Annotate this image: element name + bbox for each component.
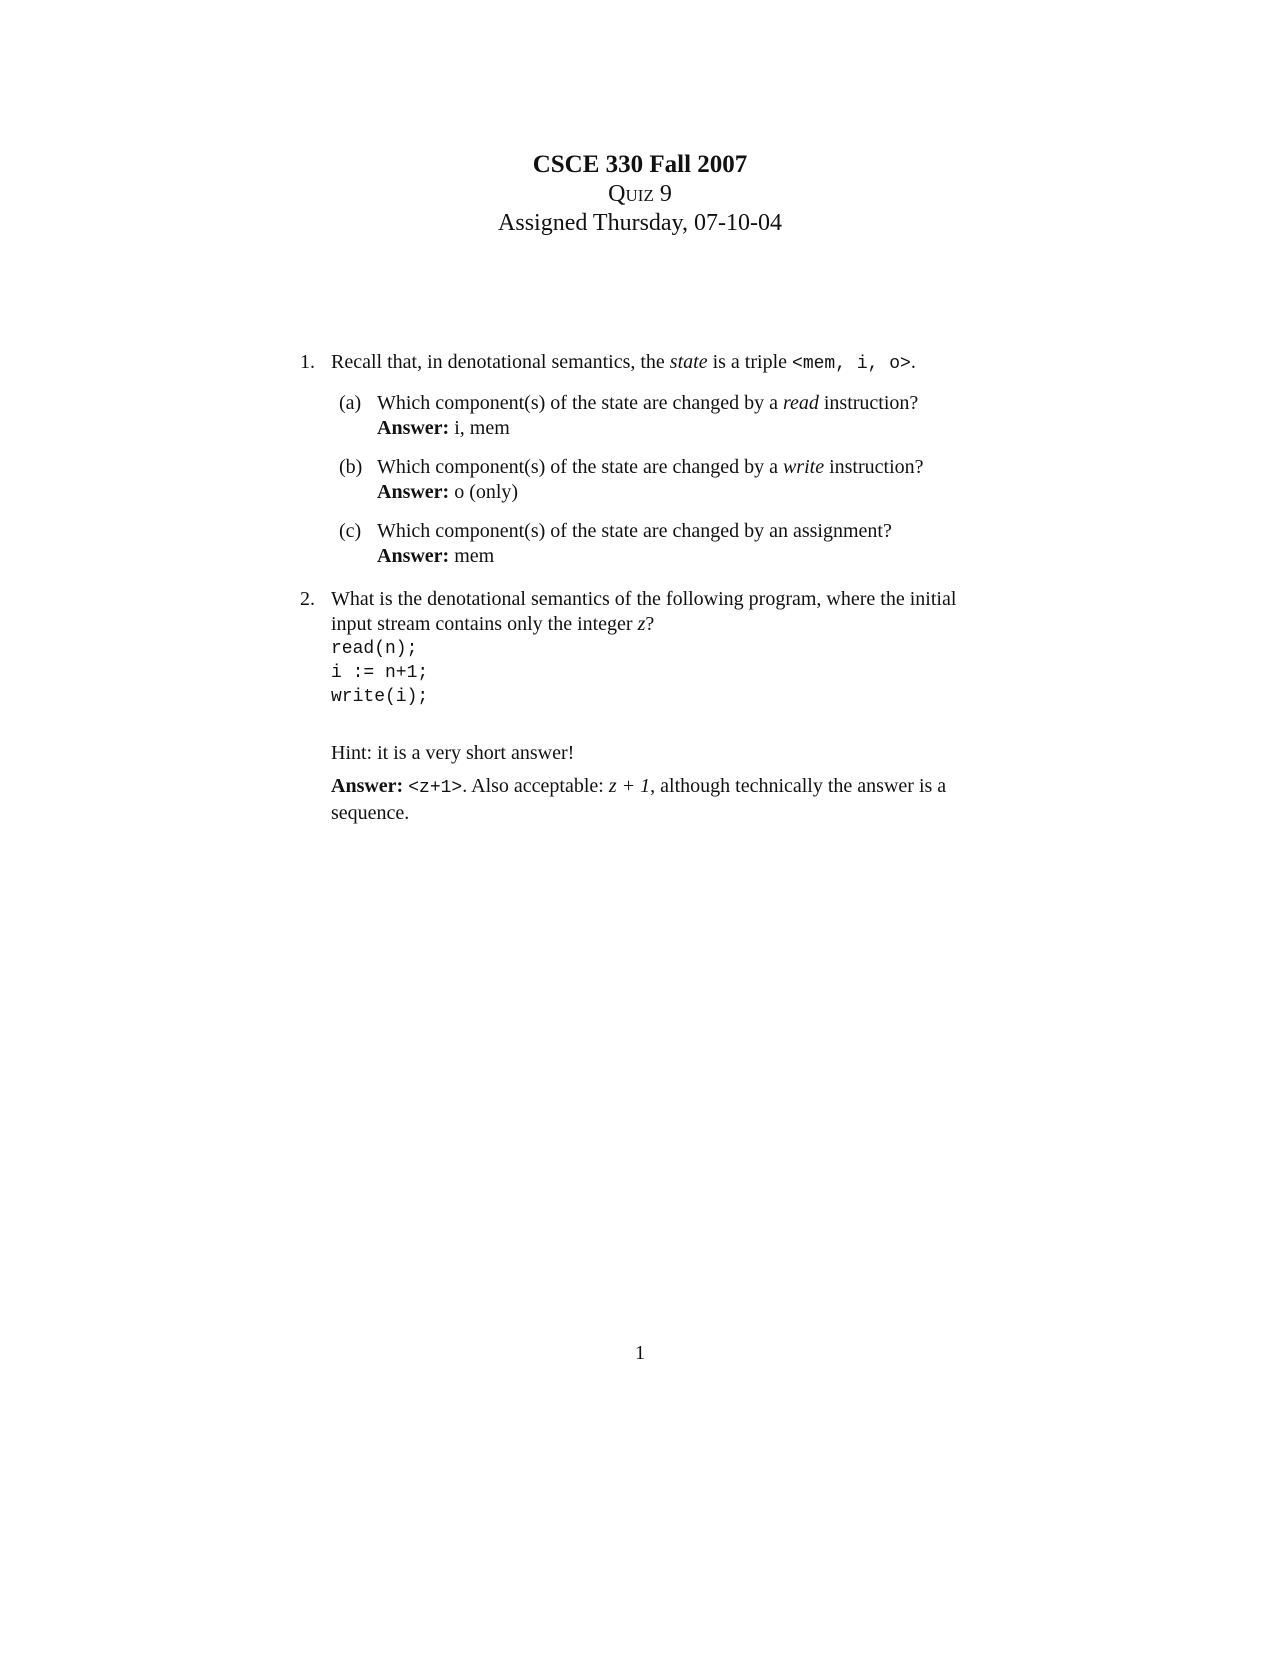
question-2 xyxy=(300,587,1000,826)
page-number: 1 xyxy=(635,1342,645,1364)
quiz-body xyxy=(300,350,1000,844)
subquestion-label: (a) xyxy=(339,392,362,414)
answer-text: . Also acceptable: xyxy=(462,775,609,797)
subquestion-a xyxy=(331,391,1000,441)
question-2-answer xyxy=(331,774,1000,826)
subquestion-text-part: Which component(s) of the state are changed by a xyxy=(377,392,783,414)
subquestion-text-italic: write xyxy=(782,456,825,478)
code-line: read(n); xyxy=(331,639,418,659)
answer-text: i, mem xyxy=(449,417,510,439)
answer-math: z + 1 xyxy=(608,775,651,797)
answer-label: Answer: xyxy=(377,481,450,503)
question-text-part: is a triple xyxy=(707,351,793,373)
question-text-italic: state xyxy=(669,351,708,373)
subquestion-answer xyxy=(377,416,1000,441)
subquestion-text-italic: read xyxy=(782,392,819,414)
answer-text: o (only) xyxy=(449,481,519,503)
document-header xyxy=(0,150,1280,238)
question-code: <mem, i, o> xyxy=(792,354,911,374)
question-text-italic: z xyxy=(637,613,646,635)
question-text-part: Recall that, in denotational semantics, the xyxy=(331,351,670,373)
question-text-part: What is the denotational semantics of the following program, where the initial input stream contains only the integer xyxy=(331,588,957,635)
answer-label: Answer: xyxy=(377,417,450,439)
subquestion-text-part: instruction? xyxy=(818,392,919,414)
subquestion-text-part: Which component(s) of the state are changed by a xyxy=(377,456,783,478)
answer-code: <z+1> xyxy=(408,778,463,798)
assigned-date: Assigned Thursday, 07-10-04 xyxy=(498,210,782,236)
code-line: i := n+1; xyxy=(331,663,429,683)
subquestion-text xyxy=(377,519,1000,544)
code-line: write(i); xyxy=(331,687,429,707)
question-number: 1. xyxy=(300,351,315,373)
subquestion-text xyxy=(377,391,1000,416)
question-1 xyxy=(300,350,1000,569)
answer-label: Answer: xyxy=(331,775,404,797)
question-text-part: . xyxy=(910,351,916,373)
subquestion-answer xyxy=(377,480,1000,505)
subquestion-label: (c) xyxy=(339,520,362,542)
hint-text: Hint: it is a very short answer! xyxy=(331,742,575,764)
quiz-title: Quiz 9 xyxy=(608,181,672,207)
subquestion-label: (b) xyxy=(339,456,363,478)
question-text xyxy=(331,351,916,373)
question-text-part: ? xyxy=(645,613,655,635)
subquestion-answer xyxy=(377,544,1000,569)
subquestion-b xyxy=(331,455,1000,505)
subquestion-text-part: Which component(s) of the state are changed by an assignment? xyxy=(377,520,892,542)
answer-text: mem xyxy=(449,545,495,567)
program-code xyxy=(331,637,1000,709)
answer-label: Answer: xyxy=(377,545,450,567)
subquestion-text xyxy=(377,455,1000,480)
subquestion-text-part: instruction? xyxy=(824,456,924,478)
answer-text: , although technically the answer is a sequence. xyxy=(331,775,947,824)
question-text xyxy=(331,587,1000,637)
course-title: CSCE 330 Fall 2007 xyxy=(532,151,748,178)
question-number: 2. xyxy=(300,588,315,610)
subquestion-c xyxy=(331,519,1000,569)
